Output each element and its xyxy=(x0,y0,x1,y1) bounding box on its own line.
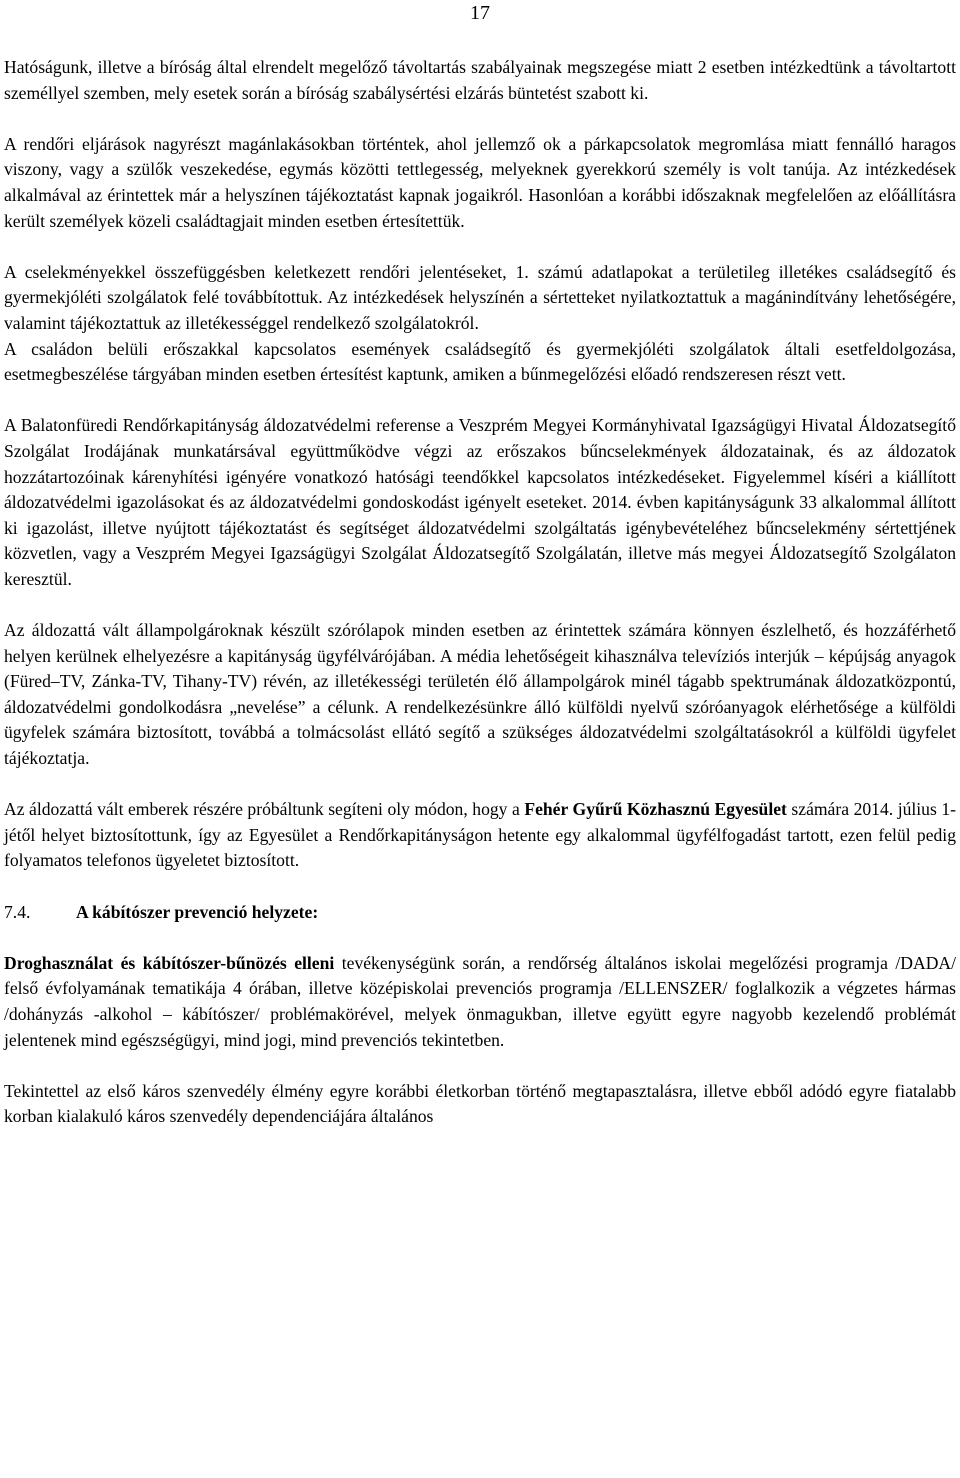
section-title: A kábítószer prevenció helyzete: xyxy=(76,901,319,922)
paragraph-case-processing: A családon belüli erőszakkal kapcsolatos események családsegítő és gyermekjóléti szolgálatok általi esetfeldolgozása, esetmegbeszélése tárgyában minden esetben értesítést kaptunk, amiken a bűnmegelőzési előadó rendszeresen részt vett. xyxy=(4,338,956,385)
paragraph-police-procedures: A rendőri eljárások nagyrészt magánlakásokban történtek, ahol jellemző ok a párkapcsolatok megromlása miatt fennálló haragos viszony, vagy a szülők veszekedése, egymás közötti tettlegesség, melyeknek gyerekkorú személy is volt tanúja. Az intézkedések alkalmával az érintettek már a helyszínen tájékoztatást kapnak jogaikról. Hasonlóan a korábbi időszaknak megfelelően az előállításra került személyek közeli családtagjait minden esetben értesítettük. xyxy=(4,133,956,231)
paragraph-leaflets-media: Az áldozattá vált állampolgároknak készült szórólapok minden esetben az érintettek számára könnyen észlelhető, és hozzáférhető helyen kerülnek elhelyezésre a kapitányság ügyfélvárójában. A média lehetőségeit kihasználva televíziós interjúk – képújság anyagok (Füred–TV, Zánka-TV, Tihany-TV) révén, az illetékességi területén élő állampolgárok minél tágabb spektrumának áldozatközpontú, áldozatvédelmi gondolkodásra „nevelése” a célunk. A rendelkezésünkre álló külföldi nyelvű szóróanyagok elérhetősége a külföldi ügyfelek számára biztosított, továbbá a tolmácsolást ellátó segítő a szükséges áldozatvédelmi szolgáltatásokról a külföldi ügyfelet tájékoztatja. xyxy=(4,620,956,769)
section-heading xyxy=(4,900,956,926)
drug-prevention-lead: Droghasználat és kábítószer-bűnözés elleni xyxy=(4,952,335,973)
paragraph-police-reports: A cselekményekkel összefüggésben keletkezett rendőri jelentéseket, 1. számú adatlapokat a területileg illetékes családsegítő és gyermekjóléti szolgálatok felé továbbítottuk. Az intézkedések helyszínén a sértetteket nyilatkoztattuk a magánindítvány lehetőségére, valamint tájékoztattuk az illetékességgel rendelkező szolgálatokról. xyxy=(4,261,956,333)
white-ring-name: Fehér Gyűrű Közhasznú Egyesület xyxy=(524,799,787,820)
page-number: 17 xyxy=(470,2,490,24)
white-ring-text-end: számára 2014. július 1-jétől helyet biztosítottunk, így az Egyesület a Rendőrkapitányságon hetente egy alkalommal ügyfélfogadást tartott, ezen felül pedig folyamatos telefonos ügyeletet biztosított. xyxy=(4,799,956,871)
paragraph-restraining-order: Hatóságunk, illetve a bíróság által elrendelt megelőző távoltartás szabályainak megszegése miatt 2 esetben intézkedtünk a távoltartott személlyel szemben, mely esetek során a bíróság szabálysértési elzárás büntetést szabott ki. xyxy=(4,57,956,103)
paragraph-white-ring xyxy=(4,797,956,874)
white-ring-text-start: Az áldozattá vált emberek részére próbáltunk segíteni oly módon, hogy a xyxy=(4,799,525,820)
document-body xyxy=(4,55,956,1130)
drug-prevention-text: tevékenységünk során, a rendőrség általános iskolai megelőzési programja /DADA/ felső évfolyamának tematikája 4 órában, illetve középiskolai prevenciós programja /ELLENSZER/ foglalkozik a végzetes hármas /dohányzás -alkohol – kábítószer/ problémakörével, melyek önmagukban, illetve együtt egyre nagyobb kezelendő problémát jelentenek mind egészségügyi, mind jogi, mind prevenciós tekintetben. xyxy=(4,952,956,1050)
section-number: 7.4. xyxy=(4,901,31,922)
paragraph-early-addiction: Tekintettel az első káros szenvedély élmény egyre korábbi életkorban történő megtapasztalásra, illetve ebből adódó egyre fiatalabb korban kialakuló káros szenvedély dependenciájára általános xyxy=(4,1080,956,1127)
paragraph-victim-protection: A Balatonfüredi Rendőrkapitányság áldozatvédelmi referense a Veszprém Megyei Kormányhivatal Igazságügyi Hivatal Áldozatsegítő Szolgálat Irodájának munkatársával együttműködve végzi az erőszakos bűncselekmények áldozatainak, és az áldozatok hozzátartozóinak kárenyhítési igényére vonatkozó hatósági teendőkkel kapcsolatos intézkedéseket. Figyelemmel kíséri a kiállított áldozatvédelmi igazolásokat és az áldozatvédelmi gondoskodást igényelt eseteket. 2014. évben kapitányságunk 33 alkalommal állított ki igazolást, illetve nyújtott tájékoztatást és segítséget áldozatvédelmi szolgáltatás igénybevételéhez bűncselekmény sértettjének közvetlen, vagy a Veszprém Megyei Igazságügyi Szolgálat Áldozatsegítő Szolgálatán, illetve más megyei Áldozatsegítő Szolgálaton keresztül. xyxy=(4,415,956,589)
paragraph-drug-prevention xyxy=(4,951,956,1053)
